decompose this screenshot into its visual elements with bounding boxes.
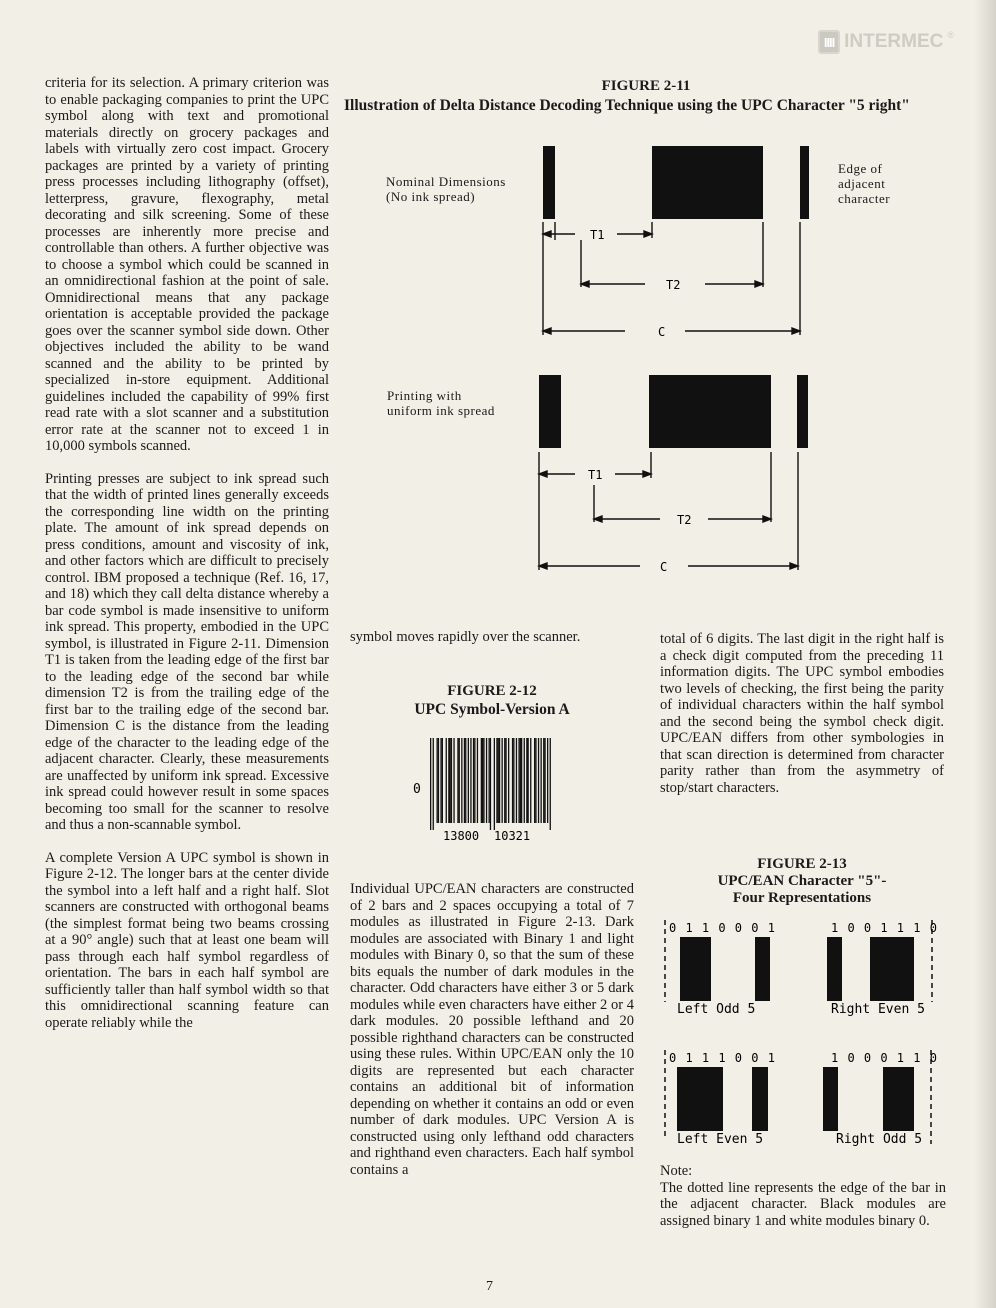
- right-odd-5: [823, 1050, 938, 1147]
- edge-label-line3: character: [838, 191, 891, 206]
- note-heading: Note:: [660, 1163, 693, 1179]
- left-even-5: [665, 1050, 776, 1147]
- barcode-bar: [512, 738, 513, 823]
- bits-right-even: 1 0 0 1 1 1 0: [831, 921, 938, 935]
- t2-label-spread: T2: [677, 513, 692, 527]
- character-5-representations: [655, 910, 945, 1155]
- barcode-guard-bar: [550, 738, 551, 830]
- paragraph: A complete Version A UPC symbol is shown in Figure 2-12. The longer bars at the center divide the symbol into a left half and a right half. Slot scanners are constructed with orthogonal beams (the simplest format being two beams crossing at a 90° angle) such that at least one beam will pass through each half symbol regardless of orientation. The bars in each half symbol are sufficiently taller than half symbol width so that this omnidirectional scanning feature can operate reliably while the: [45, 849, 329, 1031]
- barcode-bar: [440, 738, 441, 823]
- barcode-bar: [486, 738, 487, 823]
- barcode-bar: [508, 738, 509, 823]
- barcode-bar: [477, 738, 478, 823]
- figure-2-11-title: Illustration of Delta Distance Decoding Technique using the UPC Character "5 right": [344, 97, 910, 114]
- barcode-bar: [457, 738, 458, 823]
- t2-label: T2: [666, 278, 681, 292]
- barcode-bar: [453, 738, 454, 823]
- nominal-bar-1: [543, 146, 555, 219]
- dark-module: [755, 937, 770, 1001]
- barcode-bar: [442, 738, 443, 823]
- dark-module: [827, 937, 842, 1001]
- barcode-bar: [499, 738, 500, 823]
- barcode-bar: [496, 738, 497, 823]
- barcode-bar: [481, 738, 482, 823]
- barcode-bar: [438, 738, 439, 823]
- barcode-bar: [489, 738, 490, 823]
- figure-2-12-label: FIGURE 2-12: [447, 683, 537, 699]
- barcode-guard-bar: [430, 738, 431, 830]
- figure-2-13-title-line1: UPC/EAN Character "5"-: [717, 873, 887, 889]
- figure-note: [660, 1163, 946, 1229]
- t1-label: T1: [590, 228, 605, 242]
- dark-module: [680, 937, 711, 1001]
- dark-module: [870, 937, 914, 1001]
- figure-2-11-label: FIGURE 2-11: [601, 78, 691, 94]
- barcode-bar: [524, 738, 525, 823]
- dark-module: [823, 1067, 838, 1131]
- barcode-bar: [526, 738, 527, 823]
- bits-right-odd: 1 0 0 0 1 1 0: [831, 1051, 938, 1065]
- upc-barcode: [400, 735, 570, 845]
- right-even-5: [827, 920, 938, 1017]
- barcode-bar: [451, 738, 452, 823]
- barcode-bar: [530, 738, 531, 823]
- barcode-bar: [473, 738, 474, 823]
- barcode-bar: [521, 738, 522, 823]
- spread-label-line2: uniform ink spread: [387, 403, 495, 418]
- barcode-bar: [474, 738, 475, 823]
- barcode-bar: [465, 738, 466, 823]
- logo-registered: ®: [947, 30, 954, 40]
- figure-2-12-title: UPC Symbol-Version A: [414, 701, 570, 718]
- barcode-bar: [520, 738, 521, 823]
- spread-label-line1: Printing with: [387, 388, 462, 403]
- barcode-bar: [547, 738, 548, 823]
- barcode-bar: [450, 738, 451, 823]
- barcode-bar: [513, 738, 514, 823]
- right-column: [660, 631, 944, 796]
- barcode-guard-bar: [490, 738, 491, 830]
- barcode-bar: [470, 738, 471, 823]
- barcode-bar: [504, 738, 505, 823]
- barcode-bar: [468, 738, 469, 823]
- barcode-bar: [502, 738, 503, 823]
- nominal-adjacent-edge: [800, 146, 809, 219]
- barcode-bar: [518, 738, 519, 823]
- c-label-spread: C: [660, 560, 668, 574]
- barcode-guard-bar: [433, 738, 434, 830]
- nominal-label-line1: Nominal Dimensions: [386, 174, 506, 189]
- dark-module: [752, 1067, 768, 1131]
- barcode-bar: [482, 738, 483, 823]
- paragraph: criteria for its selection. A primary criterion was to enable packaging companies to print the UPC symbol along with text and promotional materials directly on grocery packages and labels with virtually zero cost impact. Grocery packages are printed by a variety of printing press processes including lithography (offset), letterpress, gravure, flexography, metal decorating and silk screening. Some of these processes are inherently more precise and controllable than others. A further objective was to choose a symbol which could be scanned in an omnidirectional fashion at the point of sale. Omnidirectional means that any package orientation is acceptable provided the package goes over the scanner symbol side down. Other objectives included the ability to be wand scanned and the ability to be printed by specialized in-store equipment. Additional guidelines included the capability of 99% first read rate with a slot scanner and a substitution error rate at the scanner not to exceed 1 in 10,000 symbols scanned.: [45, 75, 329, 454]
- barcode-bar: [448, 738, 449, 823]
- edge-label-line1: Edge of: [838, 161, 883, 176]
- bits-left-even: 0 1 1 1 0 0 1: [669, 1051, 776, 1065]
- barcode-bar: [464, 738, 465, 823]
- edge-label-line2: adjacent: [838, 176, 886, 191]
- barcode-bar: [535, 738, 536, 823]
- spread-adjacent-edge: [797, 375, 808, 448]
- barcode-bar: [534, 738, 535, 823]
- delta-distance-diagram: [0, 0, 996, 620]
- dark-module: [677, 1067, 723, 1131]
- barcode-number-system-digit: 0: [413, 782, 421, 797]
- label-right-even: Right Even 5: [831, 1002, 925, 1017]
- paragraph: symbol moves rapidly over the scanner.: [350, 629, 581, 645]
- barcode-bar: [543, 738, 544, 823]
- figure-2-13-label: FIGURE 2-13: [757, 856, 847, 872]
- label-right-odd: Right Odd 5: [836, 1132, 923, 1147]
- logo-mark: IIII: [818, 30, 840, 54]
- logo-text: INTERMEC: [844, 31, 944, 52]
- nominal-label-line2: (No ink spread): [386, 189, 476, 204]
- middle-column-bottom: [350, 881, 634, 1178]
- figure-2-13-title-line2: Four Representations: [732, 890, 872, 906]
- label-left-odd: Left Odd 5: [677, 1002, 756, 1017]
- bits-left-odd: 0 1 1 0 0 0 1: [669, 921, 776, 935]
- barcode-bar: [538, 738, 539, 823]
- t1-label-spread: T1: [588, 468, 603, 482]
- paragraph: total of 6 digits. The last digit in the right half is a check digit computed from the preceding 11 information digits. The UPC symbol embodies two levels of checking, the first being the parity of individual characters within the half symbol and the second being the symbol check digit. UPC/EAN differs from other symbologies in that scan direction is determined from character parity rather than from the asymmetry of stop/start characters.: [660, 631, 944, 796]
- label-left-even: Left Even 5: [677, 1132, 764, 1147]
- left-odd-5: [665, 920, 776, 1017]
- barcode-bar: [528, 738, 529, 823]
- c-label: C: [658, 325, 666, 339]
- barcode-bar: [461, 738, 462, 823]
- spread-dimensions: [539, 452, 798, 570]
- barcode-right-digits: 10321: [494, 829, 531, 843]
- barcode-bar: [446, 738, 447, 823]
- page-number: 7: [486, 1279, 493, 1294]
- paragraph: Printing presses are subject to ink spread such that the width of printed lines generally exceeds the corresponding line width on the printing plate. The amount of ink spread depends on press conditions, amount and viscosity of ink, and other factors which are difficult to precisely control. IBM proposed a technique (Ref. 16, 17, and 18) which they call delta distance whereby a bar code symbol is made insensitive to uniform ink spread. This property, embodied in the UPC symbol, is illustrated in Figure 2-11. Dimension T1 is taken from the leading edge of the first bar to the leading edge of the second bar while dimension T2 is from the trailing edge of the first bar to the trailing edge of the second bar. Dimension C is the distance from the leading edge of the character to the leading edge of the adjacent character. Clearly, these measurements are unaffected by uniform ink spread. Excessive ink spread could however result in some spaces becoming too small for the scanner to resolve and thus a non-scannable symbol.: [45, 470, 329, 833]
- spread-bar-2: [649, 375, 771, 448]
- barcode-bar: [459, 738, 460, 823]
- spread-bar-1: [539, 375, 561, 448]
- dark-module: [883, 1067, 914, 1131]
- barcode-bar: [498, 738, 499, 823]
- barcode-bar: [505, 738, 506, 823]
- barcode-bar: [437, 738, 438, 823]
- barcode-bars: [430, 738, 551, 830]
- middle-column-top: [350, 629, 634, 646]
- barcode-bar: [541, 738, 542, 823]
- note-text: The dotted line represents the edge of the bar in the adjacent character. Black modules are assigned binary 1 and white modules binary 0.: [660, 1179, 946, 1229]
- barcode-bar: [483, 738, 484, 823]
- barcode-left-digits: 13800: [443, 829, 480, 843]
- barcode-bar: [544, 738, 545, 823]
- barcode-guard-bar: [494, 738, 495, 830]
- paragraph: Individual UPC/EAN characters are constructed of 2 bars and 2 spaces occupying a total of 7 modules as illustrated in Figure 2-13. Dark modules are associated with Binary 1 and light modules with Binary 0, so that the sum of these bits equals the number of dark modules in the character. Odd characters have either 3 or 5 dark modules while even characters have either 2 or 4 dark modules. 20 possible lefthand and 20 possible righthand characters can be constructed using these rules. Within UPC/EAN only the 10 digits are represented but each character contains an additional bit of information depending on whether it contains an odd or even number of dark modules. UPC Version A is constructed using only lefthand odd characters and righthand even characters. Each half symbol contains a: [350, 881, 634, 1178]
- nominal-bar-2: [652, 146, 763, 219]
- barcode-bar: [516, 738, 517, 823]
